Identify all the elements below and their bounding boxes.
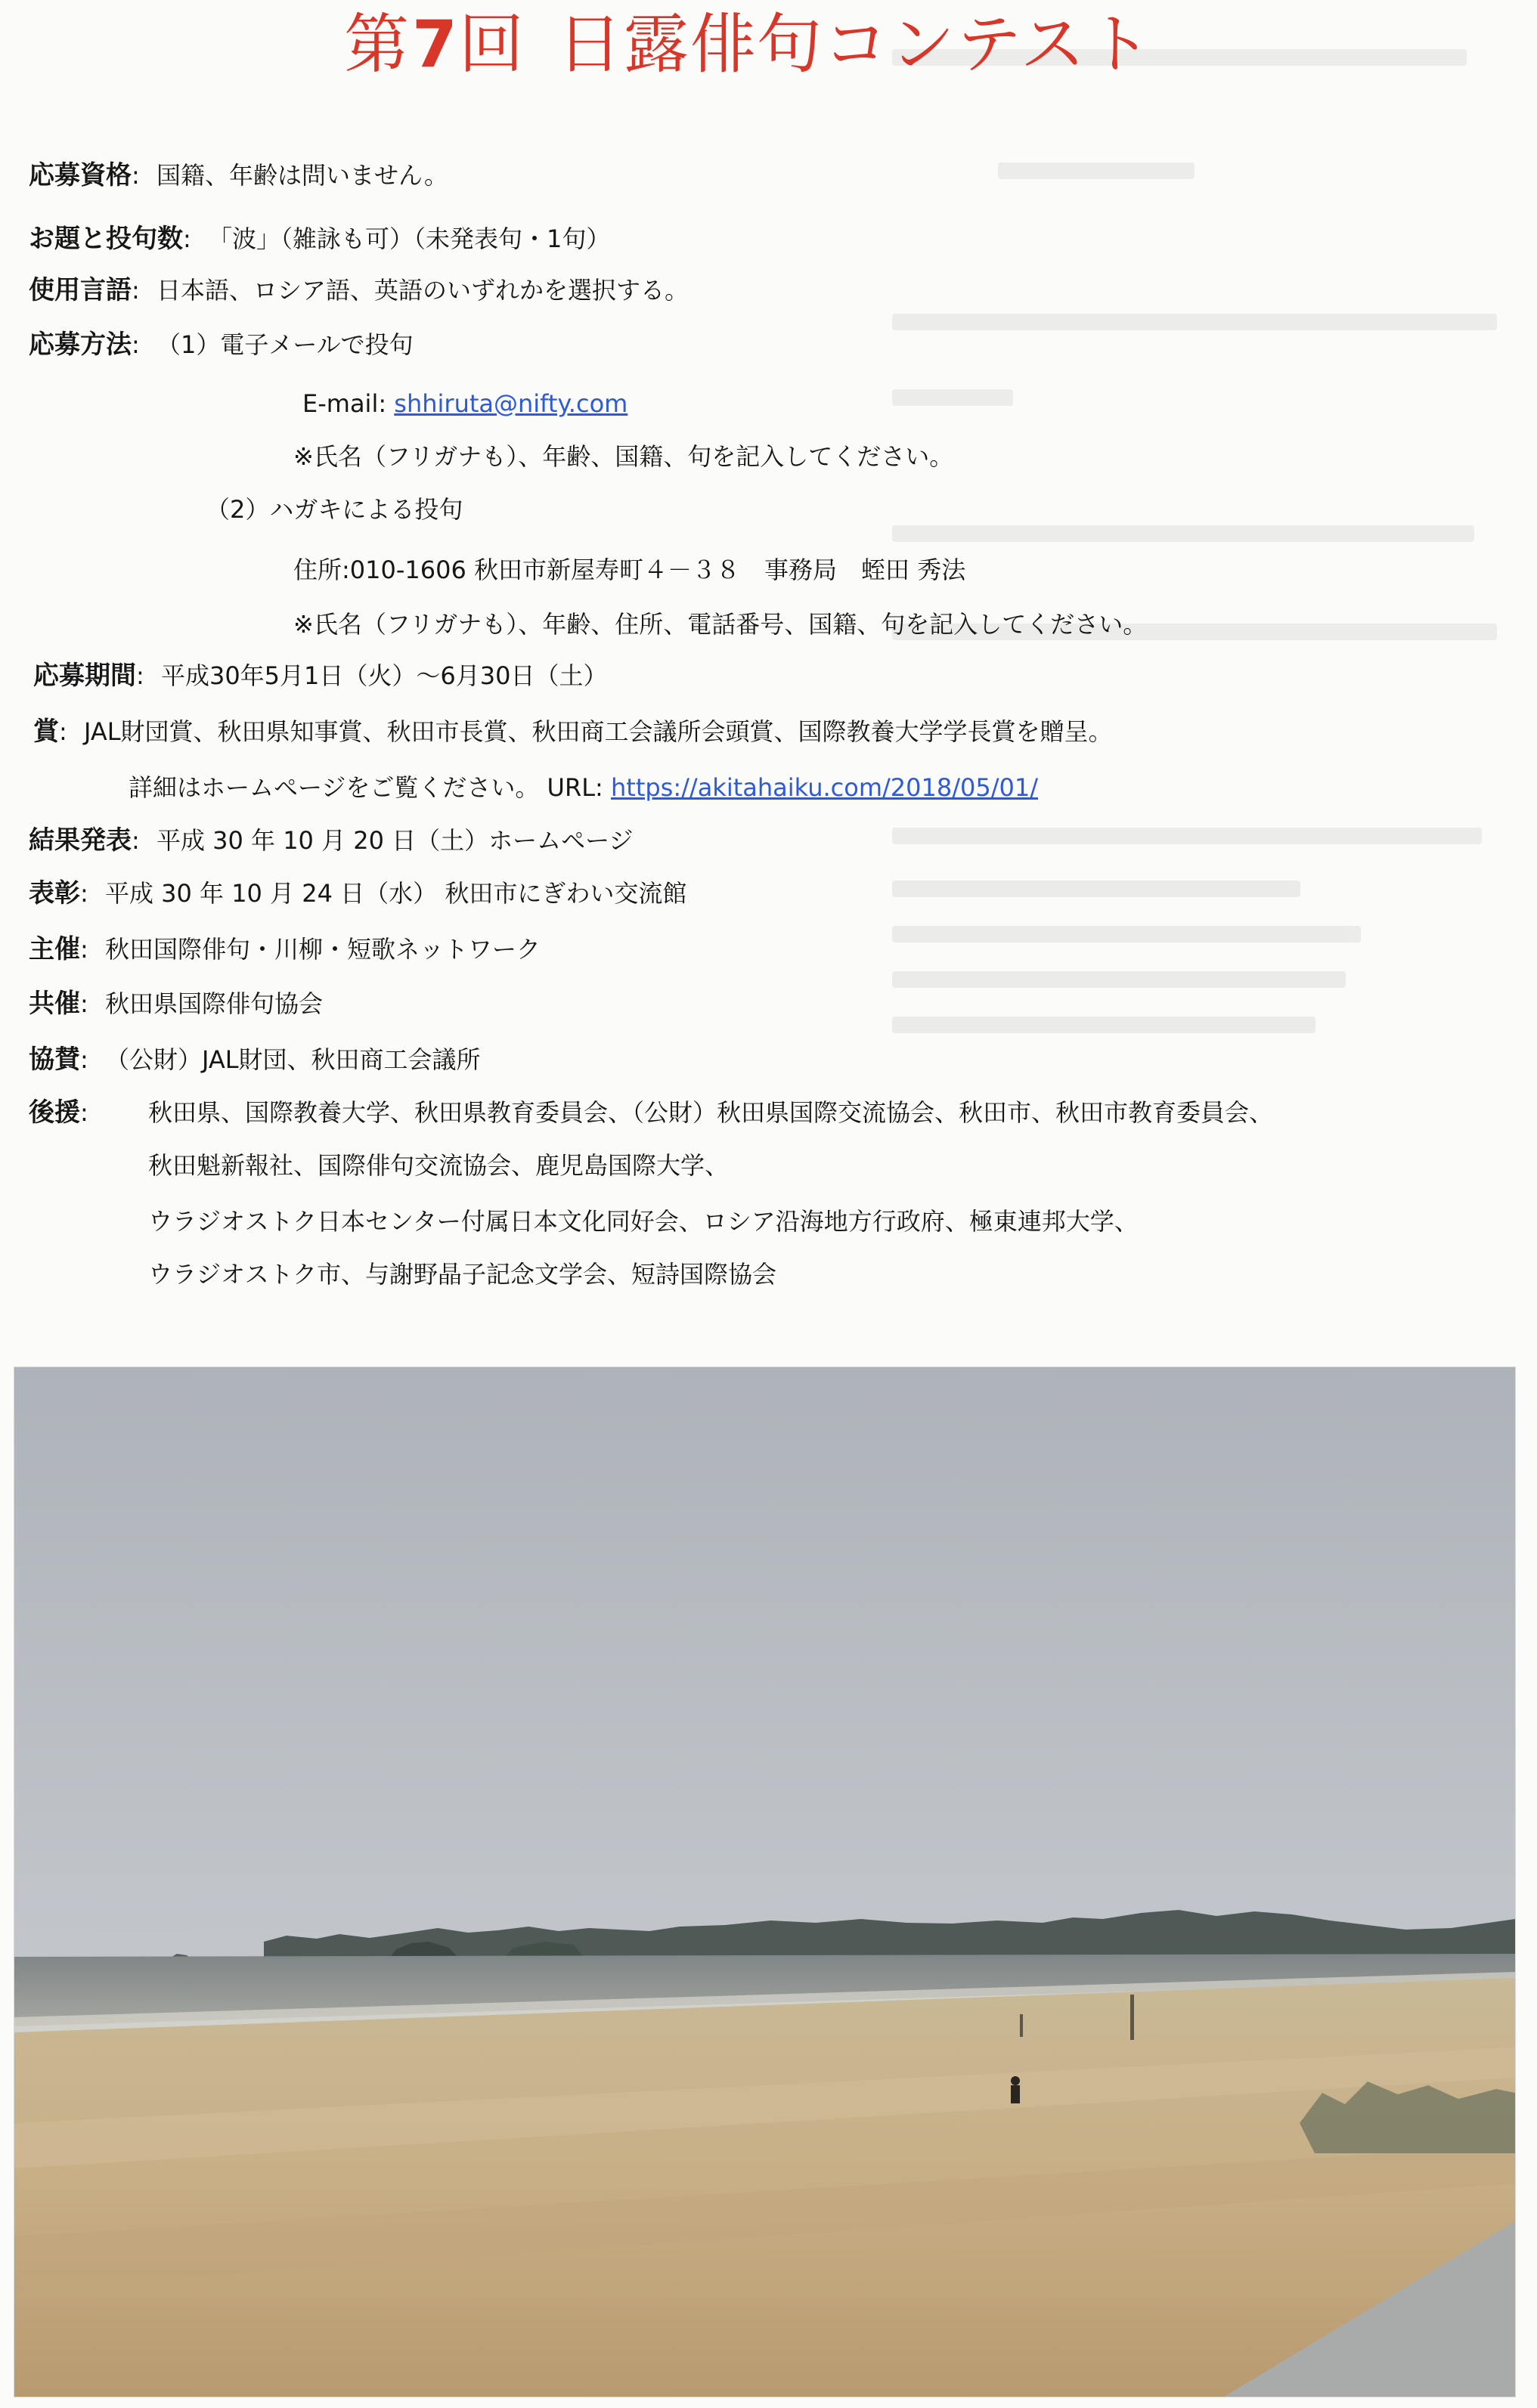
language-label: 使用言語 [29,275,132,305]
sponsor-row: 協賛: （公財）JAL財団、秋田商工会議所 [29,1045,481,1075]
theme-label: お題と投句数 [29,224,183,254]
prize-row: 賞: JAL財団賞、秋田県知事賞、秋田市長賞、秋田商工会議所会頭賞、国際教養大学学長賞を贈呈。 [33,717,1113,747]
eligibility-value: 国籍、年齢は問いません。 [156,161,448,190]
support-line: ウラジオストク市、与謝野晶子記念文学会、短詩国際協会 [148,1260,777,1289]
prize-label: 賞 [33,717,59,747]
postal-address: 住所:010-1606 秋田市新屋寿町４－３８ 事務局 蛭田 秀法 [293,556,966,584]
email-note: ※氏名（フリガナも）、年齢、国籍、句を記入してください。 [293,442,954,471]
bleed-through-text [892,34,1512,1092]
prize-detail [129,771,1038,804]
period-label: 応募期間 [33,661,136,691]
email-link[interactable]: shhiruta@nifty.com [394,389,628,418]
page-title: 第7回 日露俳句コンテスト [344,7,1154,82]
results-row: 結果発表: 平成 30 年 10 月 20 日（土）ホームページ [29,825,634,856]
eligibility-label: 応募資格 [29,160,132,190]
award-row: 表彰: 平成 30 年 10 月 24 日（水） 秋田市にぎわい交流館 [29,878,687,908]
award-label: 表彰 [29,878,80,908]
results-value: 平成 30 年 10 月 20 日（土）ホームページ [156,826,634,855]
organizer-label: 主催 [29,934,80,964]
support-line: 秋田県、国際教養大学、秋田県教育委員会、（公財）秋田県国際交流協会、秋田市、秋田市教育委員会、 [148,1098,1274,1127]
email-line [302,387,628,420]
support-row: 後援: [29,1097,88,1128]
sponsor-value: （公財）JAL財団、秋田商工会議所 [104,1045,481,1074]
language-value: 日本語、ロシア語、英語のいずれかを選択する。 [156,276,689,305]
postcard-note: ※氏名（フリガナも）、年齢、住所、電話番号、国籍、句を記入してください。 [293,610,1148,639]
prize-detail-text: 詳細はホームページをご覧ください。 URL: [129,773,603,802]
results-label: 結果発表 [29,825,132,856]
beach-photo [14,1366,1516,2397]
theme-value: 「波」（雑詠も可）（未発表句・1句） [207,224,611,253]
method-row: 応募方法: （1）電子メールで投句 [29,330,414,360]
period-value: 平成30年5月1日（火）～6月30日（土） [160,661,608,690]
co-organizer-label: 共催 [29,989,80,1019]
award-value: 平成 30 年 10 月 24 日（水） 秋田市にぎわい交流館 [104,879,687,908]
theme-row: お題と投句数: 「波」（雑詠も可）（未発表句・1句） [29,224,611,254]
eligibility-row: 応募資格: 国籍、年齢は問いません。 [29,160,448,190]
homepage-link[interactable]: https://akitahaiku.com/2018/05/01/ [610,773,1038,802]
co-organizer-row: 共催: 秋田県国際俳句協会 [29,989,323,1019]
period-row: 応募期間: 平成30年5月1日（火）～6月30日（土） [33,661,608,691]
email-heading: （1）電子メールで投句 [156,330,414,359]
support-label: 後援 [29,1097,80,1128]
postcard-heading: （2）ハガキによる投句 [206,495,463,524]
support-line: 秋田魁新報社、国際俳句交流協会、鹿児島国際大学、 [148,1151,730,1180]
language-row: 使用言語: 日本語、ロシア語、英語のいずれかを選択する。 [29,275,689,305]
co-organizer-value: 秋田県国際俳句協会 [104,989,323,1018]
support-line: ウラジオストク日本センター付属日本文化同好会、ロシア沿海地方行政府、極東連邦大学、 [148,1207,1139,1236]
organizer-row: 主催: 秋田国際俳句・川柳・短歌ネットワーク [29,934,541,964]
organizer-value: 秋田国際俳句・川柳・短歌ネットワーク [104,935,541,964]
sponsor-label: 協賛 [29,1045,80,1075]
prize-value: JAL財団賞、秋田県知事賞、秋田市長賞、秋田商工会議所会頭賞、国際教養大学学長賞を贈呈。 [83,717,1113,746]
method-label: 応募方法 [29,330,132,360]
email-prefix: E-mail: [302,389,387,418]
